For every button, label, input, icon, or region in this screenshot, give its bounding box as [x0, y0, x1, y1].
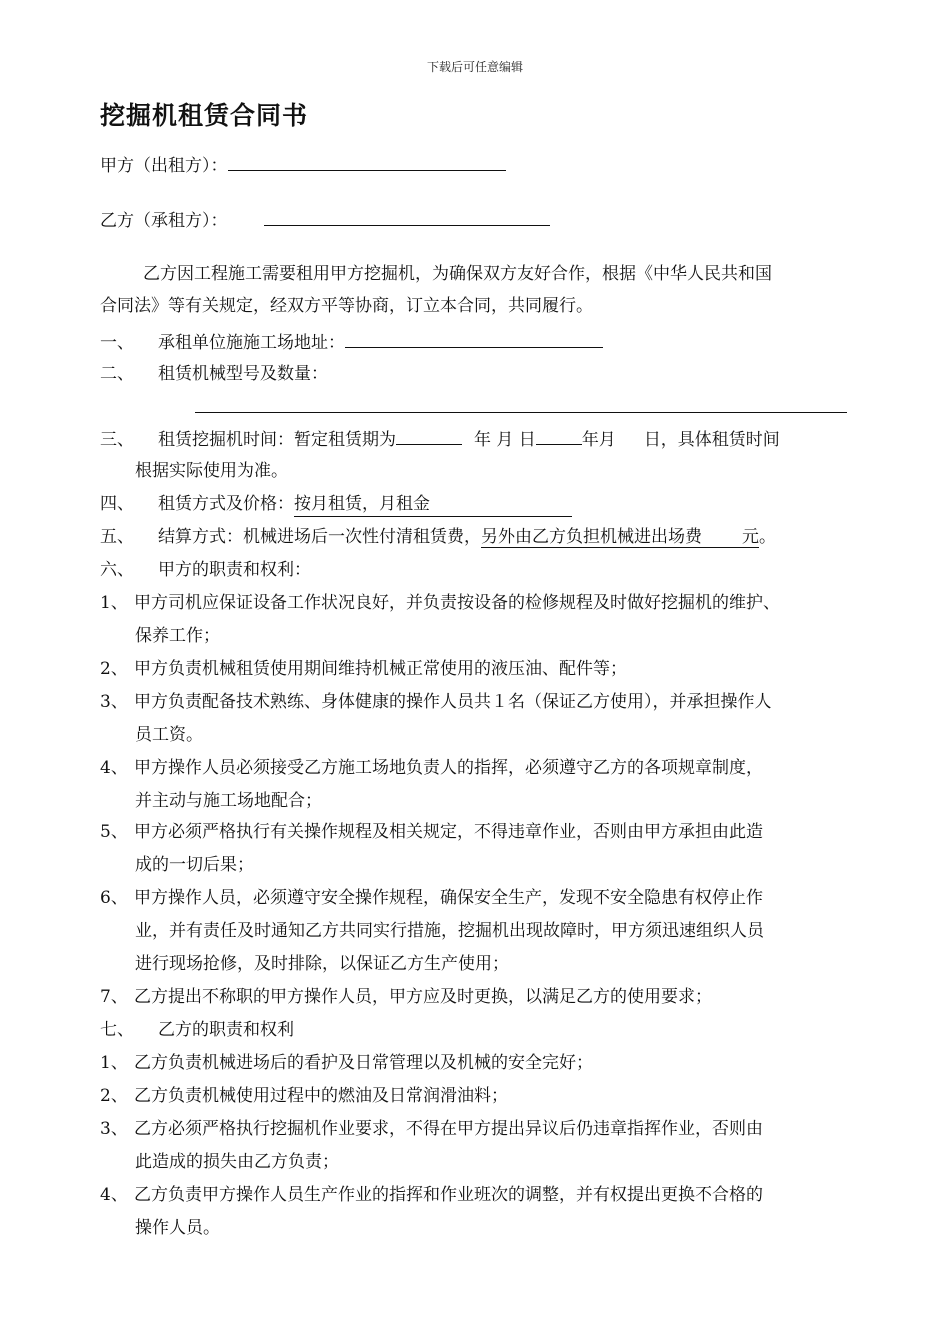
- party-b-item-3-cont: 此造成的损失由乙方负责；: [135, 1152, 339, 1172]
- party-a-item-5: 5、 甲方必须严格执行有关操作规程及相关规定，不得违章作业，否则由甲方承担由此造: [100, 822, 763, 842]
- party-a-item-7: 7、 乙方提出不称职的甲方操作人员，甲方应及时更换，以满足乙方的使用要求；: [100, 987, 712, 1007]
- section-6: [100, 558, 311, 582]
- section-number: 五、: [100, 527, 134, 547]
- section-number: 三、: [100, 430, 134, 450]
- header-note: 下载后可任意编辑: [426, 60, 523, 74]
- party-a-blank: [228, 152, 506, 171]
- party-a-item-2: 2、 甲方负责机械租赁使用期间维持机械正常使用的液压油、配件等；: [100, 659, 627, 679]
- section-number: 六、: [100, 560, 134, 580]
- section-text: 租赁挖掘机时间：暂定租赁期为: [158, 430, 396, 450]
- section-text-end: 日，具体租赁时间: [643, 430, 780, 450]
- intro-line-2: 合同法》等有关规定，经双方平等协商，订立本合同，共同履行。: [100, 296, 593, 316]
- end-date-blank: [536, 426, 582, 445]
- document-title: 挖掘机租赁合同书: [100, 101, 309, 130]
- section-3-continued: 根据实际使用为准。: [135, 461, 288, 481]
- party-a-item-6: 6、 甲方操作人员，必须遵守安全操作规程，确保安全生产，发现不安全隐患有权停止作: [100, 888, 763, 908]
- party-b-item-4-cont: 操作人员。: [135, 1218, 220, 1238]
- party-a-item-4: 4、 甲方操作人员必须接受乙方施工场地负责人的指挥，必须遵守乙方的各项规章制度，: [100, 758, 763, 778]
- party-a-label: 甲方（出租方）：: [100, 156, 228, 176]
- site-address-blank: [345, 329, 603, 348]
- party-b-blank: [264, 207, 550, 226]
- party-a-item-1: 1、 甲方司机应保证设备工作状况良好，并负责按设备的检修规程及时做好挖掘机的维护、: [100, 593, 780, 613]
- party-a-item-5-cont: 成的一切后果；: [135, 855, 254, 875]
- intro-line-1: 乙方因工程施工需要租用甲方挖掘机，为确保双方友好合作，根据《中华人民共和国: [143, 264, 772, 284]
- party-a-item-1-cont: 保养工作；: [135, 626, 220, 646]
- party-a-item-4-cont: 并主动与施工场地配合；: [135, 791, 322, 811]
- end-date-text: 年月: [581, 430, 616, 450]
- party-b-item-2: 2、 乙方负责机械使用过程中的燃油及日常润滑油料；: [100, 1086, 508, 1106]
- party-b-line: [100, 207, 550, 233]
- start-date-text: 年 月 日: [474, 430, 536, 450]
- section-number: 七、: [100, 1020, 134, 1040]
- section-text: 承租单位施施工场地址：: [158, 333, 345, 353]
- start-date-blank: [396, 426, 462, 445]
- section-text: 租赁机械型号及数量：: [158, 364, 328, 384]
- section-text: 租赁方式及价格：: [158, 494, 294, 514]
- rental-method-field: 按月租赁，月租金: [294, 492, 572, 517]
- section-2: [100, 362, 328, 386]
- section-number: 一、: [100, 333, 134, 353]
- party-a-item-3-cont: 员工资。: [135, 725, 203, 745]
- party-a-item-6-cont-1: 业，并有责任及时通知乙方共同实行措施，挖掘机出现故障时，甲方须迅速组织人员: [135, 921, 764, 941]
- section-4: [100, 492, 572, 517]
- party-b-label: 乙方（承租方）：: [100, 211, 228, 231]
- section-text: 甲方的职责和权利：: [158, 560, 311, 580]
- machine-model-blank: [195, 412, 847, 413]
- party-a-item-6-cont-2: 进行现场抢修，及时排除，以保证乙方生产使用；: [135, 954, 509, 974]
- party-b-item-1: 1、 乙方负责机械进场后的看护及日常管理以及机械的安全完好；: [100, 1053, 593, 1073]
- party-a-item-3: 3、 甲方负责配备技术熟练、身体健康的操作人员共１名（保证乙方使用），并承担操作人: [100, 692, 772, 712]
- section-text: 结算方式：机械进场后一次性付清租赁费，: [158, 527, 481, 547]
- section-5: 五、 结算方式：机械进场后一次性付清租赁费，另外由乙方负担机械进出场费 元。: [100, 527, 776, 547]
- party-b-item-4: 4、 乙方负责甲方操作人员生产作业的指挥和作业班次的调整，并有权提出更换不合格的: [100, 1185, 763, 1205]
- section-7: [100, 1018, 294, 1042]
- section-number: 二、: [100, 364, 134, 384]
- section-text: 乙方的职责和权利: [158, 1020, 294, 1040]
- section-number: 四、: [100, 494, 134, 514]
- section-1: [100, 329, 603, 355]
- transport-fee-field: 另外由乙方负担机械进出场费 元: [481, 527, 759, 547]
- party-b-item-3: 3、 乙方必须严格执行挖掘机作业要求，不得在甲方提出异议后仍违章指挥作业，否则由: [100, 1119, 763, 1139]
- party-a-line: [100, 152, 506, 178]
- section-3: [100, 426, 780, 452]
